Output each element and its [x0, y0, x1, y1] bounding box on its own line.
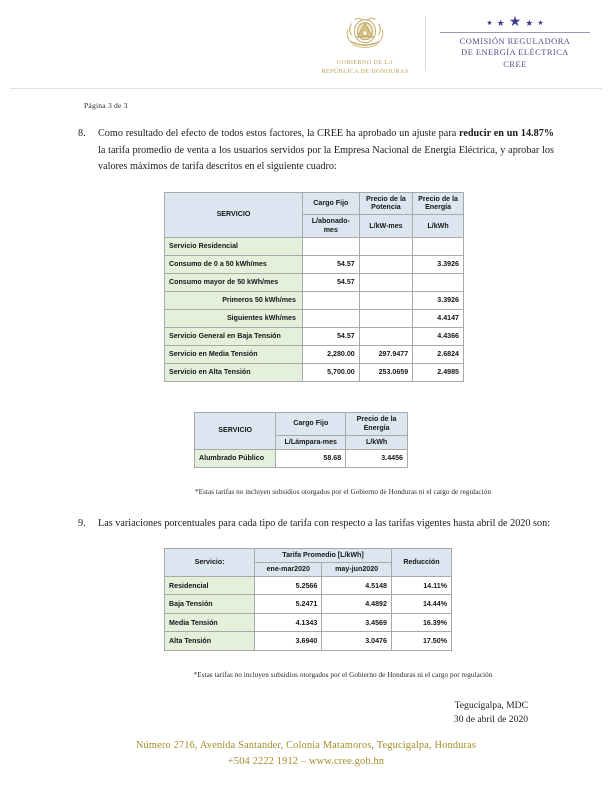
star-icon-1: ★ [486, 18, 493, 27]
col-header-ene-mar: ene-mar2020 [255, 562, 322, 576]
table-row [165, 309, 464, 327]
cree-logo-block [440, 10, 590, 70]
cell-potencia: 297.9477 [359, 345, 412, 363]
gov-emblem-line-1: GOBIERNO DE LA [336, 59, 394, 66]
tariffs-table-body [165, 237, 464, 381]
signoff-date: 30 de abril de 2020 [453, 714, 528, 726]
tariffs-table-head [165, 192, 464, 237]
cell-cargo-fijo: 54.57 [302, 255, 359, 273]
cree-line-2: DE ENERGÍA ELÉCTRICA [461, 48, 569, 58]
cell-cargo-fijo [302, 237, 359, 255]
cell-ene-mar: 5.2566 [255, 576, 322, 595]
list-item-9 [78, 516, 554, 533]
list-item-8-text [98, 126, 554, 176]
table-row [165, 273, 464, 291]
cell-servicio: Media Tensión [165, 613, 255, 632]
cell-reduccion: 14.11% [391, 576, 451, 595]
cell-energia: 4.4366 [413, 327, 464, 345]
variation-table-head [165, 549, 452, 577]
list-item-8 [78, 126, 554, 176]
cell-may-jun: 4.5148 [322, 576, 392, 595]
cell-potencia: 253.0659 [359, 363, 412, 381]
cell-potencia [359, 255, 412, 273]
cell-ene-mar: 3.6940 [255, 632, 322, 651]
cell-energia [413, 237, 464, 255]
cell-servicio: Consumo mayor de 50 kWh/mes [165, 273, 303, 291]
cell-energia [413, 273, 464, 291]
cell-servicio: Siguientes kWh/mes [165, 309, 303, 327]
cell-cargo-fijo: 54.57 [302, 327, 359, 345]
cell-servicio: Servicio Residencial [165, 237, 303, 255]
cell-may-jun: 4.4892 [322, 595, 392, 614]
tariffs-table-wrapper [78, 192, 554, 382]
item8-bold-reduction: reducir en un 14.87% [459, 128, 554, 139]
col-header-reduccion: Reducción [391, 549, 451, 577]
stars-row [440, 16, 590, 30]
col-header-servicio: SERVICIO [165, 192, 303, 237]
document-content [0, 89, 612, 728]
cell-cargo-fijo: 54.57 [302, 273, 359, 291]
footnote-1: *Estas tarifas no incluyen subsidios otorgados por el Gobierno de Honduras ni el cargo de regulación [195, 487, 491, 496]
col-unit-energia: L/kWh [346, 435, 408, 449]
cell-servicio: Baja Tensión [165, 595, 255, 614]
cree-line-3: CREE [503, 59, 527, 69]
cell-servicio: Alta Tensión [165, 632, 255, 651]
signoff-block [78, 699, 554, 728]
table-row [165, 595, 452, 614]
star-icon-4: ★ [525, 17, 534, 28]
cell-servicio: Alumbrado Público [195, 449, 276, 467]
table-row [165, 345, 464, 363]
table-header-row [165, 192, 464, 215]
cree-line-1: COMISIÓN REGULADORA [459, 37, 571, 46]
cell-ene-mar: 4.1343 [255, 613, 322, 632]
cell-cargo-fijo [302, 291, 359, 309]
page-header [0, 0, 612, 88]
col-header-precio-potencia: Precio de la Potencia [359, 192, 412, 215]
variation-table-body [165, 576, 452, 650]
col-unit-cargo-fijo: L/Lámpara-mes [276, 435, 346, 449]
cell-energia: 2.6824 [413, 345, 464, 363]
table-row [165, 613, 452, 632]
variation-table [164, 548, 452, 651]
footer-address: Número 2716, Avenida Santander, Colonia Matamoros, Tegucigalpa, Honduras [135, 739, 477, 751]
cell-energia: 3.4456 [346, 449, 408, 467]
cell-energia: 4.4147 [413, 309, 464, 327]
public-lighting-table-head [195, 412, 408, 449]
col-unit-potencia: L/kW-mes [359, 215, 412, 238]
cree-rule [440, 32, 590, 33]
cell-servicio: Servicio en Alta Tensión [165, 363, 303, 381]
cell-potencia [359, 309, 412, 327]
variation-table-wrapper [78, 548, 554, 651]
cell-cargo-fijo: 2,280.00 [302, 345, 359, 363]
col-header-tarifa-promedio: Tarifa Promedio [L/kWh] [255, 549, 392, 563]
cell-servicio: Residencial [165, 576, 255, 595]
list-item-9-number: 9. [78, 517, 86, 529]
public-lighting-table [194, 412, 408, 468]
cell-energia: 2.4985 [413, 363, 464, 381]
cell-potencia [359, 237, 412, 255]
cell-reduccion: 14.44% [391, 595, 451, 614]
cell-servicio: Servicio General en Baja Tensión [165, 327, 303, 345]
cell-cargo-fijo: 58.68 [276, 449, 346, 467]
table-row [195, 449, 408, 467]
table-header-row [195, 412, 408, 435]
cell-potencia [359, 327, 412, 345]
cell-potencia [359, 291, 412, 309]
star-icon-5: ★ [537, 18, 544, 27]
cell-reduccion: 17.50% [391, 632, 451, 651]
cell-reduccion: 16.39% [391, 613, 451, 632]
col-header-may-jun: may-jun2020 [322, 562, 392, 576]
table-header-row [165, 549, 452, 563]
cell-energia: 3.3926 [413, 255, 464, 273]
item8-text-before: Como resultado del efecto de todos estos factores, la CREE ha aprobado un ajuste para [98, 128, 460, 139]
col-unit-cargo-fijo: L/abonado-mes [302, 215, 359, 238]
cell-energia: 3.3926 [413, 291, 464, 309]
col-header-cargo-fijo: Cargo Fijo [276, 412, 346, 435]
signoff-place: Tegucigalpa, MDC [454, 699, 528, 711]
table-row [165, 576, 452, 595]
cell-may-jun: 3.4569 [322, 613, 392, 632]
header-inner [311, 10, 612, 77]
page-number: Página 3 de 3 [84, 101, 128, 110]
gov-emblem-line-2: REPÚBLICA DE HONDURAS [321, 67, 409, 75]
page-footer [0, 738, 612, 770]
cell-cargo-fijo [302, 309, 359, 327]
list-item-9-text: Las variaciones porcentuales para cada tipo de tarifa con respecto a las tarifas vigentes hasta abril de 2020 son: [98, 517, 551, 529]
header-divider [425, 16, 426, 71]
col-header-servicio: Servicio: [165, 549, 255, 577]
table-row [165, 255, 464, 273]
star-icon-2: ★ [496, 17, 505, 28]
cell-ene-mar: 5.2471 [255, 595, 322, 614]
cell-may-jun: 3.0476 [322, 632, 392, 651]
table-row [165, 291, 464, 309]
public-lighting-table-body [195, 449, 408, 467]
cell-cargo-fijo: 5,700.00 [302, 363, 359, 381]
table-row [165, 632, 452, 651]
table-row [165, 363, 464, 381]
cell-potencia [359, 273, 412, 291]
government-emblem-block [311, 10, 419, 77]
tariffs-table [164, 192, 464, 382]
cell-servicio: Servicio en Media Tensión [165, 345, 303, 363]
table-row [165, 237, 464, 255]
item8-text-after: la tarifa promedio de venta a los usuarios servidos por la Empresa Nacional de Energía Eléctrica, y aprobar los valores máximos de tarifa descritos en el siguiente cuadro: [98, 144, 554, 173]
col-header-cargo-fijo: Cargo Fijo [302, 192, 359, 215]
table-row [165, 327, 464, 345]
col-header-precio-energia: Precio de la Energía [413, 192, 464, 215]
star-icon-3: ★ [508, 15, 522, 30]
footer-contact: +504 2222 1912 – www.cree.gob.hn [227, 755, 385, 767]
col-header-precio-energia: Precio de la Energía [346, 412, 408, 435]
col-unit-energia: L/kWh [413, 215, 464, 238]
public-lighting-table-wrapper [78, 412, 554, 468]
col-header-servicio: SERVICIO [195, 412, 276, 449]
list-item-8-number: 8. [78, 128, 86, 139]
cell-servicio: Primeros 50 kWh/mes [165, 291, 303, 309]
honduras-coat-of-arms-icon [342, 12, 388, 58]
footnote-2: *Estas tarifas no incluyen subsidios otorgados por el Gobierno de Honduras ni el cargo por regulación [193, 670, 493, 679]
cell-servicio: Consumo de 0 a 50 kWh/mes [165, 255, 303, 273]
